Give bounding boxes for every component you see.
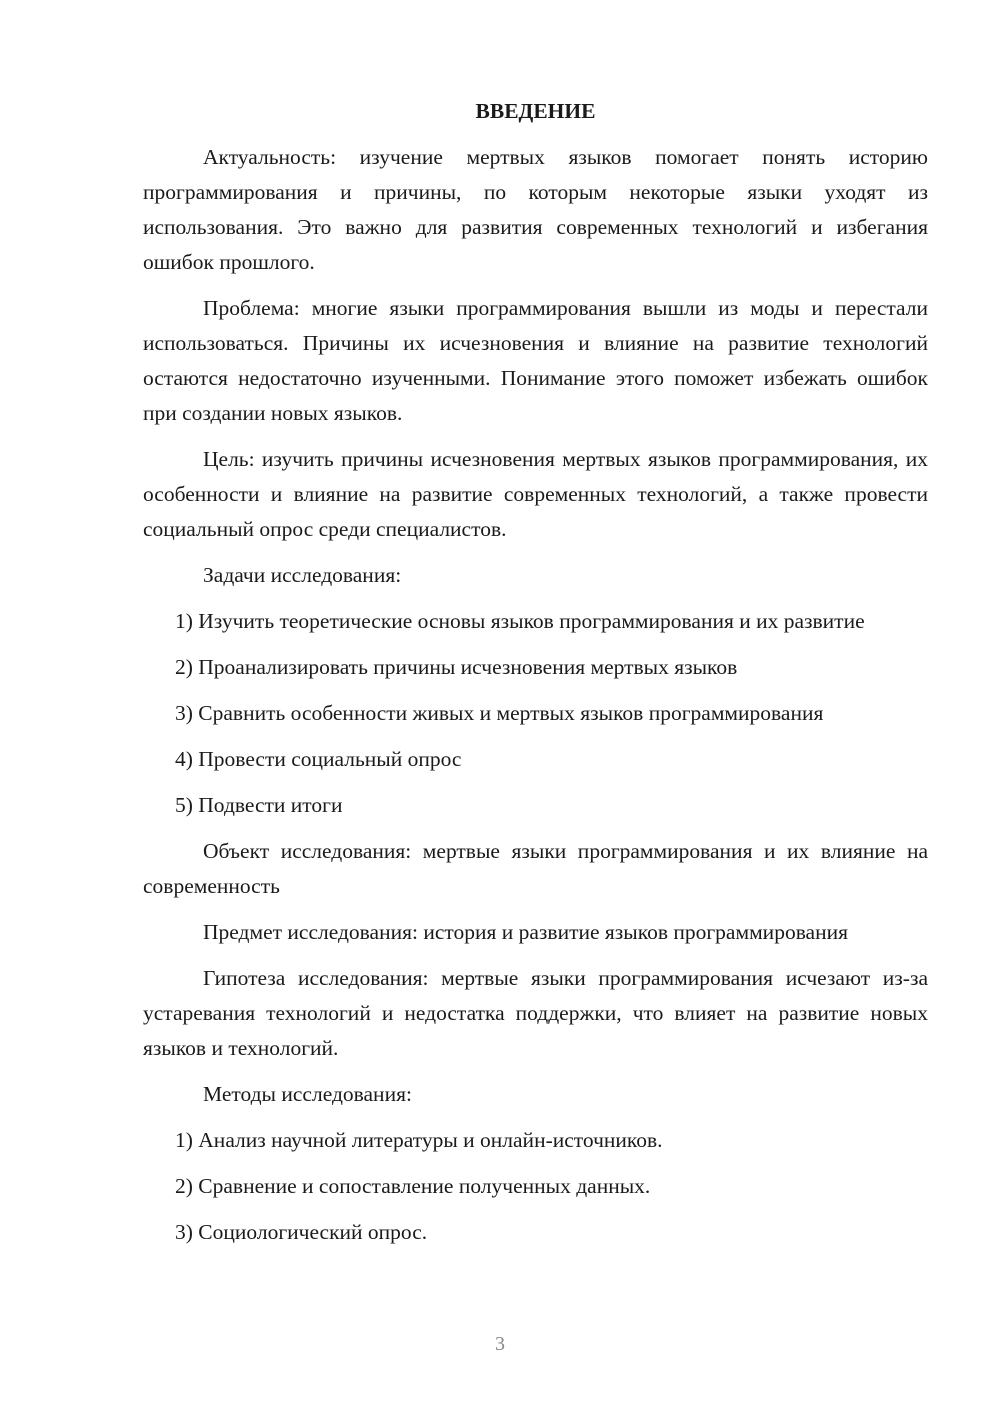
task-item: 3) Сравнить особенности живых и мертвых языков программирования — [175, 701, 824, 725]
task-item: 4) Провести социальный опрос — [175, 747, 462, 771]
method-item: 2) Сравнение и сопоставление полученных данных. — [175, 1174, 651, 1198]
relevance-paragraph: Актуальность: изучение мертвых языков помогает понять историю программирования и причины, по которым некоторые языки уходят из использования. Это важно для развития современных технологий и избегания ошибок прошлого. — [143, 145, 928, 274]
page-title: ВВЕДЕНИЕ — [475, 99, 596, 123]
problem-paragraph: Проблема: многие языки программирования вышли из моды и перестали использоваться. Причины их исчезновения и влияние на развитие технологий остаются недостаточно изученными. Понимание этого поможет избежать ошибок при создании новых языков. — [143, 296, 928, 425]
subject-paragraph: Предмет исследования: история и развитие языков программирования — [203, 920, 848, 944]
tasks-heading: Задачи исследования: — [203, 563, 402, 587]
goal-paragraph: Цель: изучить причины исчезновения мертвых языков программирования, их особенности и влияние на развитие современных технологий, а также провести социальный опрос среди специалистов. — [143, 447, 928, 541]
task-item: 2) Проанализировать причины исчезновения мертвых языков — [175, 655, 738, 679]
task-item: 5) Подвести итоги — [175, 793, 343, 817]
task-item: 1) Изучить теоретические основы языков программирования и их развитие — [175, 609, 865, 633]
hypothesis-paragraph: Гипотеза исследования: мертвые языки программирования исчезают из-за устаревания технологий и недостатка поддержки, что влияет на развитие новых языков и технологий. — [143, 966, 928, 1060]
document-page — [143, 92, 928, 1261]
page-number: 3 — [495, 1333, 505, 1355]
object-paragraph: Объект исследования: мертвые языки программирования и их влияние на современность — [143, 839, 928, 898]
method-item: 1) Анализ научной литературы и онлайн-источников. — [175, 1128, 663, 1152]
methods-heading: Методы исследования: — [203, 1082, 412, 1106]
method-item: 3) Социологический опрос. — [175, 1220, 428, 1244]
